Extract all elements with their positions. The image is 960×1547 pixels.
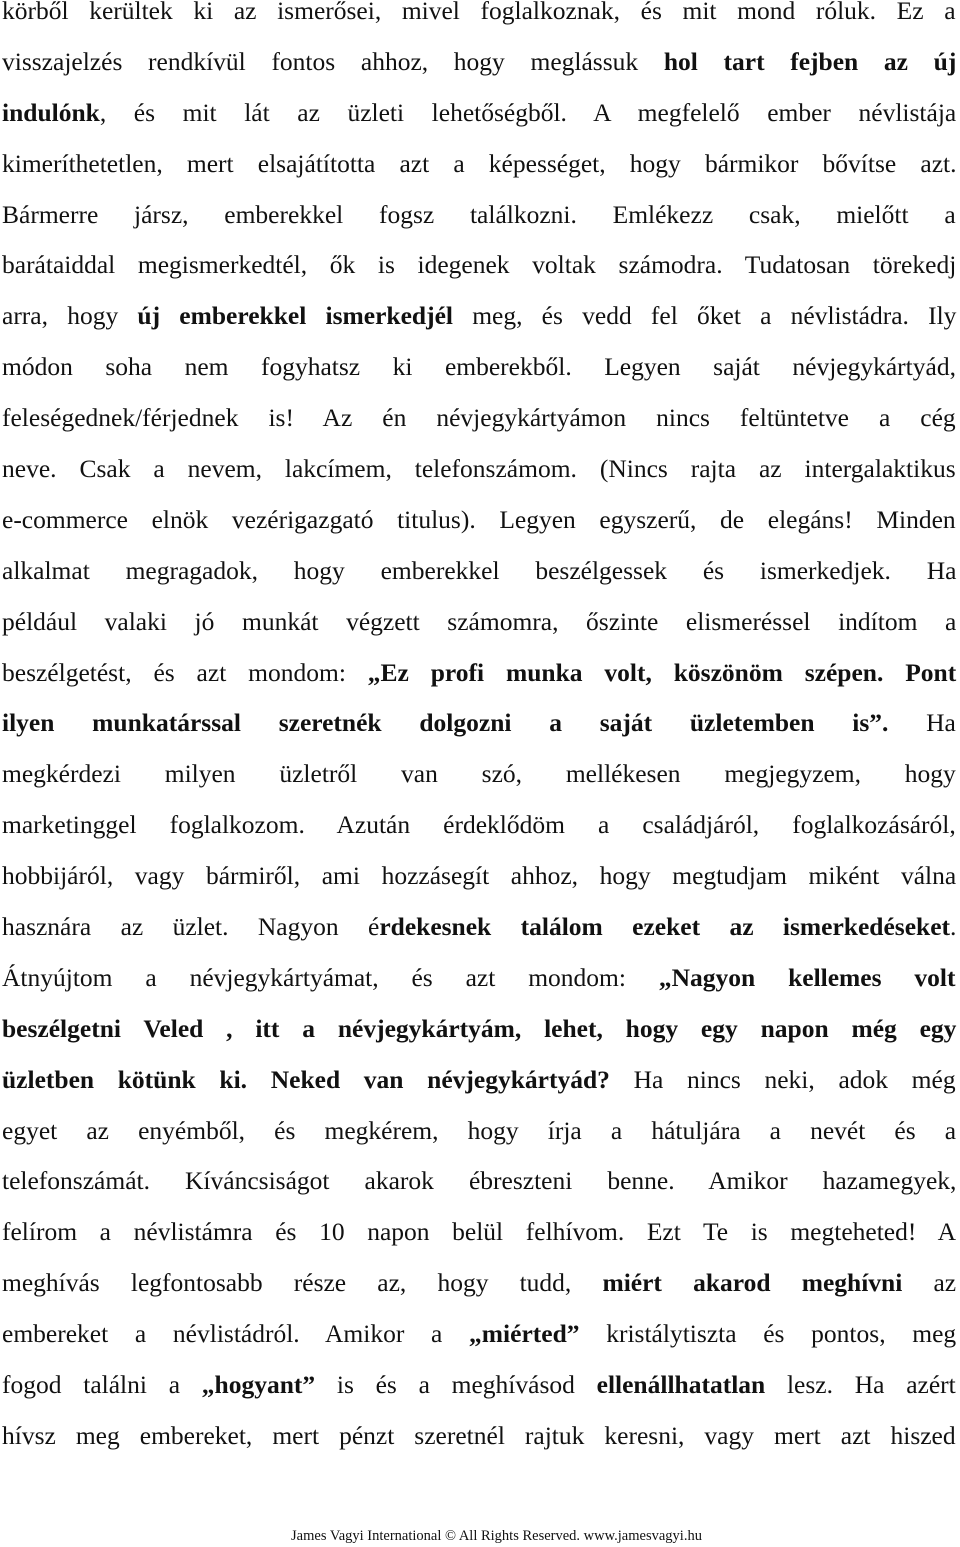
text-run: beszélgetést, és azt mondom: bbox=[2, 657, 368, 687]
bold-text: ellenállhatatlan bbox=[596, 1370, 766, 1400]
text-line bbox=[2, 1207, 956, 1258]
text-run: módon soha nem fogyhatsz ki emberekből. Legyen saját névjegykártyád, bbox=[2, 352, 956, 382]
text-line bbox=[2, 1309, 956, 1360]
text-line bbox=[2, 597, 956, 648]
text-line bbox=[2, 190, 956, 241]
text-run: arra, hogy bbox=[2, 301, 138, 331]
text-line bbox=[2, 291, 956, 342]
text-run: hasznára az üzlet. Nagyon é bbox=[2, 912, 380, 942]
text-line bbox=[2, 953, 956, 1004]
text-run: visszajelzés rendkívül fontos ahhoz, hogy meglássuk bbox=[2, 46, 664, 76]
text-line bbox=[2, 495, 956, 546]
text-run: hívsz meg embereket, mert pénzt szeretnél rajtuk keresni, vagy mert azt hiszed bbox=[2, 1420, 956, 1450]
text-line bbox=[2, 851, 956, 902]
bold-text: új emberekkel ismerkedjél bbox=[137, 301, 453, 331]
text-run: is és a meghívásod bbox=[315, 1370, 597, 1400]
text-line bbox=[2, 546, 956, 597]
text-line bbox=[2, 1055, 956, 1106]
text-line bbox=[2, 1258, 956, 1309]
text-line bbox=[2, 698, 956, 749]
text-line bbox=[2, 88, 956, 139]
text-run: hobbijáról, vagy bármiről, ami hozzásegít ahhoz, hogy megtudjam miként válna bbox=[2, 861, 957, 891]
bold-text: beszélgetni Veled , itt a névjegykártyám, lehet, hogy egy napon még egy bbox=[2, 1013, 957, 1043]
text-line bbox=[2, 800, 956, 851]
bold-text: „Nagyon kellemes volt bbox=[658, 962, 956, 992]
bold-text: „Ez profi munka volt, köszönöm szépen. Pont bbox=[367, 657, 957, 687]
copyright-notice: James Vagyi International © All Rights Reserved. www.jamesvagyi.hu bbox=[291, 1528, 702, 1544]
text-run: Átnyújtom a névjegykártyámat, és azt mondom: bbox=[2, 962, 659, 992]
text-line bbox=[2, 139, 956, 190]
text-line bbox=[2, 444, 956, 495]
text-run: meghívás legfontosabb része az, hogy tudd, bbox=[2, 1268, 603, 1298]
text-run: marketinggel foglalkozom. Azután érdeklődöm a családjáról, foglalkozásáról, bbox=[2, 810, 956, 840]
text-run: felírom a névlistámra és 10 napon belül felhívom. Ezt Te is megteheted! A bbox=[2, 1217, 956, 1247]
text-line bbox=[2, 342, 956, 393]
text-line bbox=[2, 1004, 956, 1055]
text-run: például valaki jó munkát végzett számomra, őszinte elismeréssel indítom a bbox=[2, 606, 957, 636]
text-run: megkérdezi milyen üzletről van szó, mellékesen megjegyzem, hogy bbox=[2, 759, 956, 789]
text-line bbox=[2, 749, 956, 800]
text-run: meg, és vedd fel őket a névlistádra. Ily bbox=[452, 301, 957, 331]
text-run: körből kerültek ki az ismerősei, mivel foglalkoznak, és mit mond róluk. Ez a bbox=[2, 0, 956, 25]
text-line bbox=[2, 1411, 956, 1462]
text-line bbox=[2, 902, 956, 953]
text-run: telefonszámát. Kíváncsiságot akarok ébreszteni benne. Amikor hazamegyek, bbox=[2, 1166, 957, 1196]
bold-text: indulónk bbox=[2, 97, 100, 127]
text-run: kristálytiszta és pontos, meg bbox=[579, 1319, 957, 1349]
text-run: az bbox=[902, 1268, 957, 1298]
body-text bbox=[2, 0, 956, 1462]
text-line bbox=[2, 0, 956, 37]
text-run: Ha bbox=[888, 708, 956, 738]
text-line bbox=[2, 1360, 956, 1411]
text-run: barátaiddal megismerkedtél, ők is idegenek voltak számodra. Tudatosan törekedj bbox=[2, 250, 957, 280]
text-run: Ha nincs neki, adok még bbox=[609, 1064, 956, 1094]
text-line bbox=[2, 37, 956, 88]
text-run: alkalmat megragadok, hogy emberekkel beszélgessek és ismerkedjek. Ha bbox=[2, 555, 957, 585]
text-line bbox=[2, 393, 956, 444]
bold-text: ilyen munkatárssal szeretnék dolgozni a saját üzletemben is”. bbox=[2, 708, 889, 738]
page-footer bbox=[0, 1527, 960, 1545]
text-run: . bbox=[950, 912, 957, 942]
text-run: kimeríthetetlen, mert elsajátította azt a képességet, hogy bármikor bővítse azt. bbox=[2, 148, 957, 178]
text-run: fogod találni a bbox=[2, 1370, 202, 1400]
bold-text: miért akarod meghívni bbox=[602, 1268, 903, 1298]
text-run: lesz. Ha azért bbox=[765, 1370, 956, 1400]
text-line bbox=[2, 240, 956, 291]
text-run: , és mit lát az üzleti lehetőségből. A megfelelő ember névlistája bbox=[99, 97, 957, 127]
bold-text: üzletben kötünk ki. Neked van névjegykártyád? bbox=[2, 1064, 610, 1094]
bold-text: hol tart fejben az új bbox=[663, 46, 957, 76]
text-run: egyet az enyémből, és megkérem, hogy írja a hátuljára a nevét és a bbox=[2, 1115, 957, 1145]
bold-text: „hogyant” bbox=[201, 1370, 316, 1400]
text-run: feleségednek/férjednek is! Az én névjegykártyámon nincs feltüntetve a cég bbox=[2, 403, 956, 433]
bold-text: rdekesnek találom ezeket az ismerkedéseket bbox=[379, 912, 951, 942]
text-run: neve. Csak a nevem, lakcímem, telefonszámom. (Nincs rajta az intergalaktikus bbox=[2, 454, 956, 484]
text-line bbox=[2, 648, 956, 699]
text-run: embereket a névlistádról. Amikor a bbox=[2, 1319, 470, 1349]
bold-text: „miérted” bbox=[469, 1319, 580, 1349]
text-run: Bármerre jársz, emberekkel fogsz találkozni. Emlékezz csak, mielőtt a bbox=[2, 199, 956, 229]
text-line bbox=[2, 1156, 956, 1207]
text-line bbox=[2, 1106, 956, 1157]
text-run: e-commerce elnök vezérigazgató titulus). Legyen egyszerű, de elegáns! Minden bbox=[2, 504, 956, 534]
